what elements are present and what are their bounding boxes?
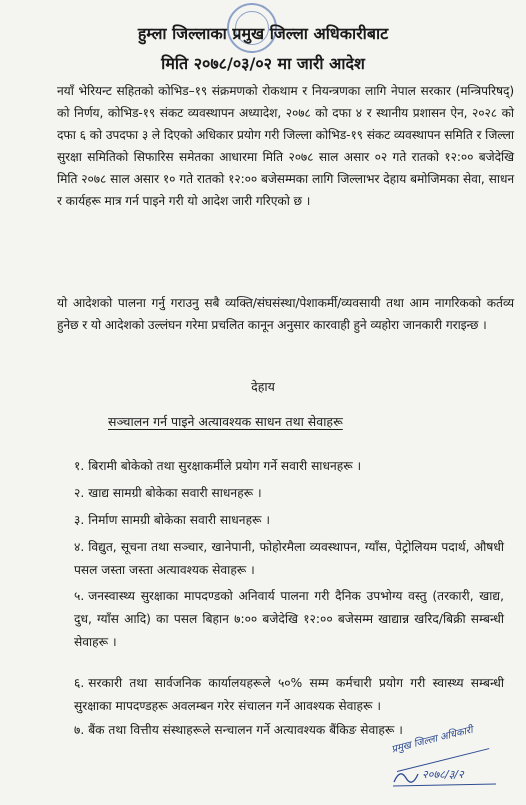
section-heading: देहाय xyxy=(251,379,275,394)
list-item-number: ५. xyxy=(74,589,85,603)
list-item xyxy=(74,672,504,718)
list-item-text: खाद्य सामग्री बोकेका सवारी साधनहरू । xyxy=(88,486,262,500)
signature-date-block xyxy=(392,764,498,788)
list-item-text: बैंक तथा वित्तीय संस्थाहरूले सन्चालन गर्ने अत्यावश्यक बैंकिङ सेवाहरू । xyxy=(88,723,403,737)
list-item-number: ७. xyxy=(74,723,85,737)
list-item-number: ६. xyxy=(74,676,85,690)
document-date-title: मिति २०७८/०३/०२ मा जारी आदेश xyxy=(161,54,365,73)
list-item-text: जनस्वास्थ्य सुरक्षाका मापदण्डको अनिवार्य पालना गरी दैनिक उपभोग्य वस्तु (तरकारी, खाद्य, दुध, ग्याँस आदि) का पसल बिहान ७:०० बजेदेखि १२:०० बजेसम्म खाद्यान्न खरिद/बिक्री सम्बन्धी सेवाहरू । xyxy=(74,589,504,649)
list-item-text: निर्माण सामग्री बोकेका सवारी साधनहरू । xyxy=(88,513,270,527)
signature-name: प्रमुख जिल्ला अधिकारी xyxy=(390,719,490,772)
signature-date: २०७८/३/२ xyxy=(422,768,464,781)
list-item xyxy=(74,509,504,532)
document-title: हुम्ला जिल्लाका प्रमुख जिल्ला अधिकारीबाट xyxy=(137,24,389,43)
list-item-number: २. xyxy=(74,486,85,500)
list-item xyxy=(74,536,504,582)
section-subheading: सञ्चालन गर्न पाइने अत्यावश्यक साधन तथा सेवाहरू xyxy=(108,414,343,429)
list-item-text: सरकारी तथा सार्वजनिक कार्यालयहरूले ५०% सम्म कर्मचारी प्रयोग गरी स्वास्थ्य सम्बन्धी सुरक्षाका मापदण्डहरू अवलम्बन गरेर संचालन गर्ने आवश्यक सेवाहरू । xyxy=(74,676,504,713)
intro-paragraph: नयाँ भेरियन्ट सहितको कोभिड–१९ संक्रमणको रोकथाम र नियन्त्रणका लागि नेपाल सरकार (मन्त्रिपरिषद्) को निर्णय, कोभिड-१९ संकट व्यवस्थापन अध्यादेश, २०७८ को दफा ४ र स्थानीय प्रशासन ऐन, २०२८ को दफा ६ को उपदफा ३ ले दिएको अधिकार प्रयोग गरी जिल्ला कोभिड-१९ संकट व्यवस्थापन समिति र जिल्ला सुरक्षा समितिको सिफारिस समेतका आधारमा मिति २०७८ साल असार ०२ गते रातको १२:०० बजेदेखि मिति २०७८ साल असार १० गते रातको १२:०० बजेसम्मका लागि जिल्लाभर देहाय बमोजिमका सेवा, साधन र कार्यहरू मात्र गर्न पाइने गरी यो आदेश जारी गरिएको छ । xyxy=(57,84,514,208)
list-item xyxy=(74,482,504,505)
list-item-text: बिरामी बोकेको तथा सुरक्षाकर्मीले प्रयोग गर्ने सवारी साधनहरू । xyxy=(88,459,362,473)
compliance-paragraph: यो आदेशको पालना गर्नु गराउनु सबै व्यक्ति/संघसंस्था/पेशाकर्मी/व्यवसायी तथा आम नागरिकको कर्तव्य हुनेछ र यो आदेशको उल्लंघन गरेमा प्रचलित कानून अनुसार कारवाही हुने व्यहोरा जानकारी गराइन्छ । xyxy=(57,296,514,332)
list-item-text: विद्युत, सूचना तथा सञ्चार, खानेपानी, फोहोरमैला व्यवस्थापन, ग्याँस, पेट्रोलियम पदार्थ, औषधी पसल जस्ता जस्ता अत्यावश्यक सेवाहरू । xyxy=(74,540,504,577)
list-item xyxy=(74,585,504,654)
list-item-number: १. xyxy=(74,459,85,473)
list-item xyxy=(74,455,504,478)
list-item-number: ४. xyxy=(74,540,85,554)
list-item-number: ३. xyxy=(74,513,85,527)
